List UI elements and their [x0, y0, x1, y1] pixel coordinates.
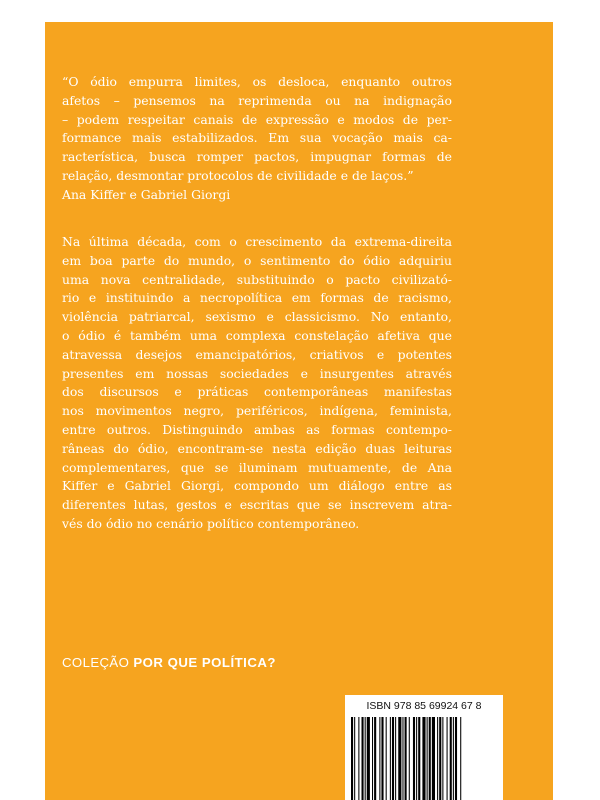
description-line: violência patriarcal, sexismo e classicismo. No entanto,	[62, 309, 452, 325]
quote-line: racterística, busca romper pactos, impugnar formas de	[62, 149, 452, 165]
description-line: atravessa desejos emancipatórios, criativos e potentes	[62, 346, 452, 362]
description-line: em boa parte do mundo, o sentimento do ódio adquiriu	[62, 252, 452, 268]
barcode-panel	[345, 695, 503, 800]
quote-line: formance mais estabilizados. Em sua vocação mais ca-	[62, 130, 452, 146]
isbn-number: ISBN 978 85 69924 67 8	[366, 700, 482, 712]
description-line: dos discursos e práticas contemporâneas manifestas	[62, 384, 452, 400]
quote-line: “O ódio empurra limites, os desloca, enquanto outros	[62, 74, 452, 89]
quote-line: relação, desmontar protocolos de civilidade e de laços.”	[62, 167, 414, 183]
collection-label	[62, 655, 276, 670]
description-line: râneas do ódio, encontram-se nesta edição duas leituras	[62, 440, 452, 456]
description-line: uma nova centralidade, substituindo o pacto civilizató-	[62, 271, 452, 287]
quote-attribution: Ana Kiffer e Gabriel Giorgi	[62, 186, 231, 202]
collection-name: POR QUE POLÍTICA?	[133, 655, 276, 670]
quote-line: afetos – pensemos na reprimenda ou na indignação	[62, 92, 452, 108]
book-description	[62, 233, 452, 534]
description-line: nos movimentos negro, periféricos, indígena, feminista,	[62, 403, 452, 419]
description-line: vés do ódio no cenário político contemporâneo.	[62, 515, 360, 531]
description-line: complementares, que se iluminam mutuamente, de Ana	[62, 459, 452, 475]
barcode-icon	[351, 717, 497, 800]
collection-prefix: COLEÇÃO	[62, 655, 130, 670]
description-line: o ódio é também uma complexa constelação afetiva que	[62, 327, 452, 343]
description-line: rio e instituindo a necropolítica em formas de racismo,	[62, 290, 452, 306]
quote-line: – podem respeitar canais de expressão e modos de per-	[62, 111, 452, 127]
description-line: Na última década, com o crescimento da extrema-direita	[62, 234, 452, 249]
description-line: Kiffer e Gabriel Giorgi, compondo um diálogo entre as	[62, 478, 452, 494]
description-line: presentes em nossas sociedades e insurgentes através	[62, 365, 452, 381]
description-line: entre outros. Distinguindo ambas as formas contempo-	[62, 421, 452, 437]
description-line: diferentes lutas, gestos e escritas que se inscrevem atra-	[62, 497, 452, 513]
epigraph-quote	[62, 73, 452, 205]
